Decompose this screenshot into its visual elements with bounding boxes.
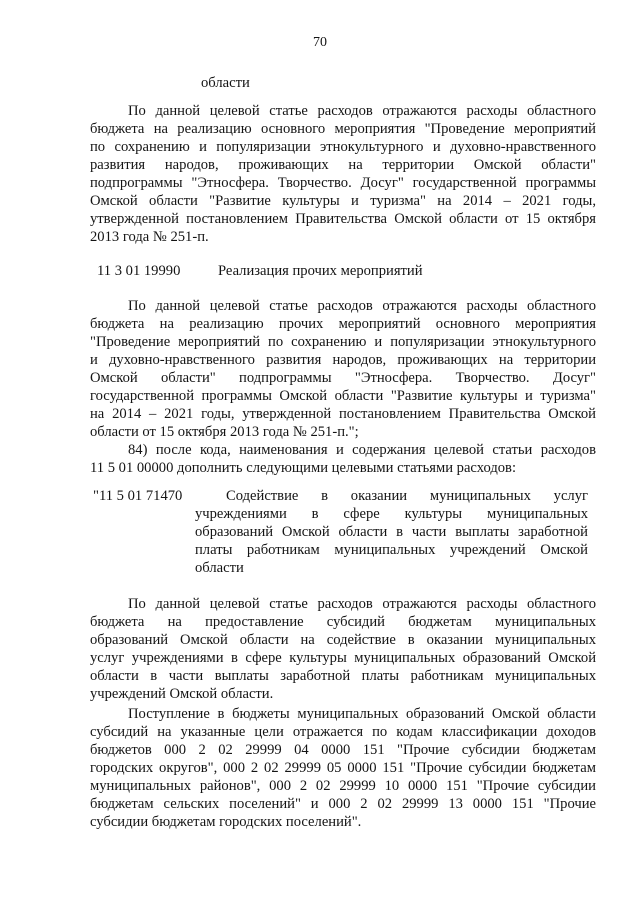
text-line: услуг учреждениями в сфере культуры муниципальных образований Омской [90,650,596,666]
text-line: бюджета на предоставление субсидий бюджетам муниципальных [90,614,596,630]
target-title-line: образований Омской области в части выплаты заработной [195,524,588,540]
target-title-line: Содействие в оказании муниципальных услуг [226,488,588,504]
text-line: области в части выплаты заработной платы работникам муниципальных [90,668,596,684]
text-line: утвержденной постановлением Правительства Омской области от 15 октября [90,211,596,227]
text-line: области [201,75,250,91]
target-title-line: учреждениями в сфере культуры муниципальных [195,506,588,522]
text-line: области от 15 октября 2013 года № 251-п."; [90,424,359,440]
target-code: 11 3 01 19990 [97,263,181,279]
text-line: По данной целевой статье расходов отражаются расходы областного [128,596,596,612]
text-line: государственной программы Омской области "Развитие культуры и туризма" [90,388,596,404]
text-line: городских округов", 000 2 02 29999 05 0000 151 "Прочие субсидии бюджетам [90,760,596,776]
target-title-line: области [195,560,244,576]
text-line: 84) после кода, наименования и содержания целевой статьи расходов [128,442,596,458]
text-line: бюджета на реализацию прочих мероприятий основного мероприятия [90,316,596,332]
target-title: Реализация прочих мероприятий [218,263,423,279]
text-line: по сохранению и популяризации этнокультурного и духовно-нравственного [90,139,596,155]
text-line: бюджетам сельских поселений" и 000 2 02 29999 13 0000 151 "Прочие [90,796,596,812]
text-line: субсидий на указанные цели отражается по кодам классификации доходов [90,724,596,740]
text-line: бюджета на реализацию основного мероприятия "Проведение мероприятий [90,121,596,137]
text-line: По данной целевой статье расходов отражаются расходы областного [128,298,596,314]
text-line: подпрограммы "Этносфера. Творчество. Досуг" государственной программы [90,175,596,191]
text-line: Омской области" подпрограммы "Этносфера. Творчество. Досуг" [90,370,596,386]
text-line: муниципальных районов", 000 2 02 29999 10 0000 151 "Прочие субсидии [90,778,596,794]
text-line: 11 5 01 00000 дополнить следующими целевыми статьями расходов: [90,460,517,476]
text-line: бюджетов 000 2 02 29999 04 0000 151 "Прочие субсидии бюджетам [90,742,596,758]
text-line: 2013 года № 251-п. [90,229,209,245]
text-line: на 2014 – 2021 годы, утвержденной постановлением Правительства Омской [90,406,596,422]
text-line: Поступление в бюджеты муниципальных образований Омской области [128,706,596,722]
text-line: По данной целевой статье расходов отражаются расходы областного [128,103,596,119]
target-code: "11 5 01 71470 [93,488,183,504]
text-line: субсидии бюджетам городских поселений". [90,814,362,830]
text-line: развития народов, проживающих на территории Омской области" [90,157,596,173]
text-line: Омской области "Развитие культуры и туризма" на 2014 – 2021 годы, [90,193,596,209]
text-line: и духовно-нравственного развития народов, проживающих на территории [90,352,596,368]
page-number: 70 [313,35,327,50]
target-title-line: платы работникам муниципальных учреждений Омской [195,542,588,558]
text-line: учреждений Омской области. [90,686,274,702]
text-line: "Проведение мероприятий по сохранению и популяризации этнокультурного [90,334,596,350]
text-line: образований Омской области на содействие в оказании муниципальных [90,632,596,648]
